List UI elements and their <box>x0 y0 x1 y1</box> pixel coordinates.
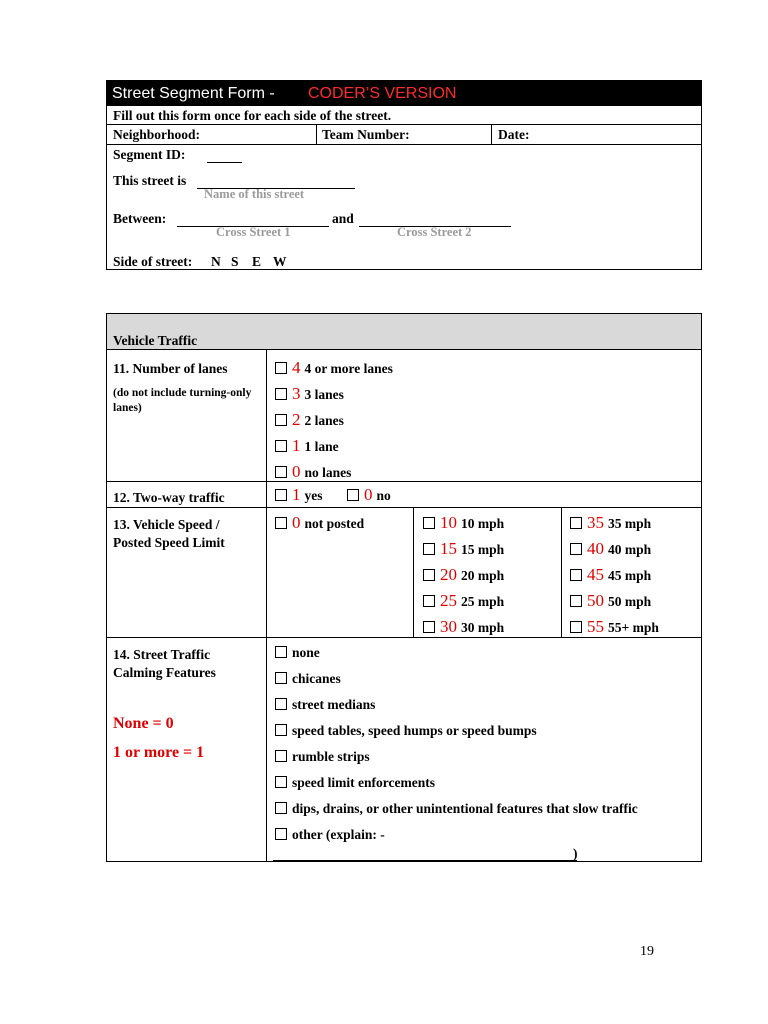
date-field[interactable]: Date: <box>498 127 530 142</box>
cross-street-2-hint: Cross Street 2 <box>397 225 472 239</box>
q14-none-code: None = 0 <box>113 715 174 732</box>
vehicle-traffic-table <box>106 313 702 862</box>
option-code: 30 <box>440 617 457 636</box>
q13-speed-option[interactable] <box>570 565 651 585</box>
option-code: 2 <box>292 410 301 429</box>
option-label: dips, drains, or other unintentional features that slow traffic <box>292 801 638 816</box>
q14-option[interactable] <box>275 697 375 713</box>
option-code: 15 <box>440 539 457 558</box>
checkbox-icon[interactable] <box>275 466 287 478</box>
checkbox-icon[interactable] <box>275 388 287 400</box>
option-code: 45 <box>587 565 604 584</box>
form-title-bar <box>107 81 701 106</box>
option-label: 50 mph <box>608 594 652 609</box>
q14-option[interactable] <box>275 801 638 817</box>
option-label: yes <box>304 488 323 503</box>
other-explain-field[interactable] <box>273 860 577 861</box>
checkbox-icon[interactable] <box>423 569 435 581</box>
close-paren: ) <box>573 846 578 861</box>
option-code: 55 <box>587 617 604 636</box>
option-code: 1 <box>292 485 301 504</box>
q11-option[interactable] <box>275 462 351 482</box>
q12-option-yes[interactable] <box>275 485 323 505</box>
option-code: 20 <box>440 565 457 584</box>
checkbox-icon[interactable] <box>570 621 582 633</box>
checkbox-icon[interactable] <box>275 672 287 684</box>
q14-option[interactable] <box>275 827 385 843</box>
option-label: none <box>292 645 320 660</box>
option-label: 25 mph <box>461 594 505 609</box>
street-name-hint: Name of this street <box>204 187 305 201</box>
q14-option[interactable] <box>275 671 341 687</box>
option-label: street medians <box>292 697 376 712</box>
between-label: Between: <box>113 211 167 226</box>
option-label: 2 lanes <box>304 413 344 428</box>
option-label: 45 mph <box>608 568 652 583</box>
option-label: not posted <box>304 516 365 531</box>
option-code: 3 <box>292 384 301 403</box>
checkbox-icon[interactable] <box>275 776 287 788</box>
checkbox-icon[interactable] <box>423 595 435 607</box>
checkbox-icon[interactable] <box>570 517 582 529</box>
q13-option-not-posted[interactable] <box>275 513 364 533</box>
q14-option[interactable] <box>275 723 537 739</box>
q13-speed-option[interactable] <box>570 591 651 611</box>
form-title: Street Segment Form - <box>112 85 275 102</box>
checkbox-icon[interactable] <box>275 724 287 736</box>
option-label: speed tables, speed humps or speed bumps <box>292 723 537 738</box>
page-number: 19 <box>640 944 654 959</box>
q13-speed-option[interactable] <box>570 513 651 533</box>
option-code: 10 <box>440 513 457 532</box>
checkbox-icon[interactable] <box>275 646 287 658</box>
q13-speed-option[interactable] <box>423 591 504 611</box>
option-label: 35 mph <box>608 516 652 531</box>
checkbox-icon[interactable] <box>275 517 287 529</box>
segment-id-label: Segment ID: <box>113 147 186 162</box>
option-label: no <box>376 488 391 503</box>
q14-option[interactable] <box>275 775 435 791</box>
q13-label-line2: Posted Speed Limit <box>113 535 225 550</box>
q14-more-code: 1 or more = 1 <box>113 744 205 761</box>
option-label: chicanes <box>292 671 341 686</box>
q13-speed-option[interactable] <box>570 617 659 637</box>
option-label: rumble strips <box>292 749 370 764</box>
option-label: 55+ mph <box>608 620 659 635</box>
option-label: 15 mph <box>461 542 505 557</box>
section-title: Vehicle Traffic <box>113 333 198 348</box>
checkbox-icon[interactable] <box>423 517 435 529</box>
option-code: 4 <box>292 358 301 377</box>
checkbox-icon[interactable] <box>423 621 435 633</box>
checkbox-icon[interactable] <box>275 440 287 452</box>
option-code: 0 <box>292 513 301 532</box>
option-code: 40 <box>587 539 604 558</box>
q11-option[interactable] <box>275 410 344 430</box>
side-option-s[interactable]: S <box>231 254 239 269</box>
checkbox-icon[interactable] <box>275 362 287 374</box>
checkbox-icon[interactable] <box>275 750 287 762</box>
q13-label-line1: 13. Vehicle Speed / <box>113 517 220 532</box>
q12-option-no[interactable] <box>347 485 391 505</box>
option-code: 0 <box>292 462 301 481</box>
option-code: 50 <box>587 591 604 610</box>
segment-id-field[interactable] <box>207 162 242 163</box>
checkbox-icon[interactable] <box>570 595 582 607</box>
option-label: 40 mph <box>608 542 652 557</box>
q11-note: (do not include turning-only lanes) <box>113 387 252 414</box>
q14-label-line1: 14. Street Traffic <box>113 647 211 662</box>
checkbox-icon[interactable] <box>423 543 435 555</box>
q13-speed-option[interactable] <box>423 617 504 637</box>
side-option-n[interactable]: N <box>211 254 221 269</box>
q14-label-line2: Calming Features <box>113 665 216 680</box>
option-label: other (explain: - <box>292 827 385 842</box>
option-label: 3 lanes <box>304 387 344 402</box>
option-code: 35 <box>587 513 604 532</box>
checkbox-icon[interactable] <box>347 489 359 501</box>
q13-speed-option[interactable] <box>423 539 504 559</box>
option-code: 1 <box>292 436 301 455</box>
checkbox-icon[interactable] <box>570 569 582 581</box>
checkbox-icon[interactable] <box>275 698 287 710</box>
neighborhood-field[interactable]: Neighborhood: <box>113 127 201 142</box>
q14-option[interactable] <box>275 749 370 765</box>
street-is-label: This street is <box>113 173 187 188</box>
side-option-e[interactable]: E <box>252 254 262 269</box>
option-label: 30 mph <box>461 620 505 635</box>
option-code: 0 <box>364 485 373 504</box>
checkbox-icon[interactable] <box>275 414 287 426</box>
side-option-w[interactable]: W <box>273 254 287 269</box>
checkbox-icon[interactable] <box>275 489 287 501</box>
option-label: 20 mph <box>461 568 505 583</box>
checkbox-icon[interactable] <box>570 543 582 555</box>
option-label: 10 mph <box>461 516 505 531</box>
option-label: no lanes <box>304 465 352 480</box>
side-of-street-label: Side of street: <box>113 254 193 269</box>
q13-speed-option[interactable] <box>570 539 651 559</box>
q11-label: 11. Number of lanes <box>113 361 228 376</box>
q12-label: 12. Two-way traffic <box>113 490 225 505</box>
instruction-text: Fill out this form once for each side of the street. <box>113 108 392 123</box>
option-label: 4 or more lanes <box>304 361 393 376</box>
q11-option[interactable] <box>275 358 393 378</box>
option-label: speed limit enforcements <box>292 775 435 790</box>
option-label: 1 lane <box>304 439 339 454</box>
q13-speed-option[interactable] <box>423 513 504 533</box>
q11-option[interactable] <box>275 436 339 456</box>
checkbox-icon[interactable] <box>275 802 287 814</box>
street-segment-form-header <box>106 80 702 270</box>
option-code: 25 <box>440 591 457 610</box>
q13-speed-option[interactable] <box>423 565 504 585</box>
and-label: and <box>332 211 354 226</box>
team-number-field[interactable]: Team Number: <box>322 127 410 142</box>
q14-option[interactable] <box>275 645 320 661</box>
cross-street-1-hint: Cross Street 1 <box>216 225 291 239</box>
q11-option[interactable] <box>275 384 344 404</box>
checkbox-icon[interactable] <box>275 828 287 840</box>
coder-version-label: CODER’S VERSION <box>308 85 457 102</box>
section-header <box>107 314 701 350</box>
